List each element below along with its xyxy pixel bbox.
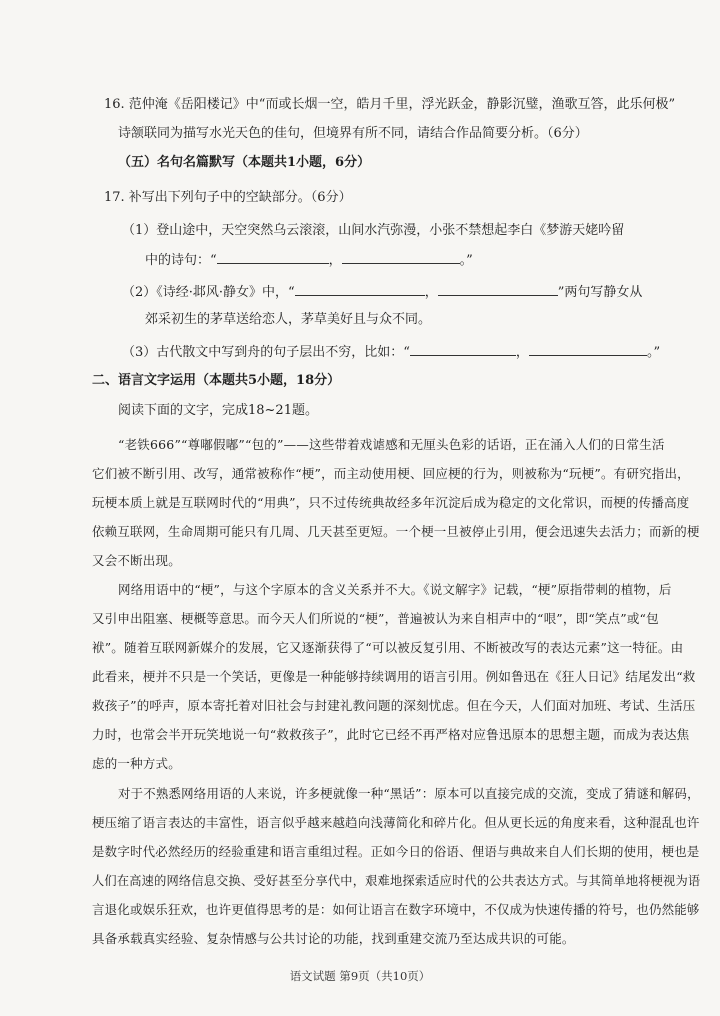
answer-blank[interactable] bbox=[217, 251, 329, 264]
q17-item1-prefix: 中的诗句：“ bbox=[145, 253, 217, 268]
q17-item2-line1 bbox=[122, 283, 642, 302]
section2-heading: 二、语言文字运用（本题共5小题，18分） bbox=[92, 373, 341, 388]
passage-line: 袱”。随着互联网新媒介的发展，它又逐渐获得了“可以被反复引用、不断被改写的表达元素”这一特征。由 bbox=[92, 640, 684, 655]
reading-instruction: 阅读下面的文字，完成18~21题。 bbox=[118, 403, 318, 418]
q17-item3-prefix: （3）古代散文中写到舟的句子层出不穷，比如：“ bbox=[122, 345, 410, 360]
passage-line: 虑的一种方式。 bbox=[92, 756, 181, 771]
q17-item2-mid: ， bbox=[424, 285, 438, 300]
passage-line: 它们被不断引用、改写，通常被称作“梗”，而主动使用梗、回应梗的行为，则被称为“玩梗”。有研究指出， bbox=[92, 466, 690, 481]
passage-line: 对于不熟悉网络用语的人来说，许多梗就像一种“黑话”：原本可以直接完成的交流，变成了猜谜和解码， bbox=[118, 786, 700, 801]
q17-item3-end: 。” bbox=[646, 345, 661, 360]
q17-item1-line1: （1）登山途中，天空突然乌云滚滚，山间水汽弥漫，小张不禁想起李白《梦游天姥吟留 bbox=[122, 223, 625, 238]
q17-item2-line2: 郊采初生的茅草送给恋人，茅草美好且与众不同。 bbox=[145, 312, 432, 327]
passage-line: 梗压缩了语言表达的丰富性，语言似乎越来越趋向浅薄简化和碎片化。但从更长远的角度来看，这种混乱也许 bbox=[92, 815, 700, 830]
q17-stem: 17. 补写出下列句子中的空缺部分。（6分） bbox=[104, 190, 352, 205]
passage-line: 人们在高速的网络信息交换、受好甚至分享代中，艰难地探索适应时代的公共表达方式。与其简单地将梗视为语 bbox=[92, 873, 701, 888]
passage-line: “老铁666”“尊嘟假嘟”“包的”——这些带着戏谑感和无厘头色彩的话语，正在涌入人们的日常生活 bbox=[118, 437, 665, 452]
q17-item1-mid: ， bbox=[328, 253, 342, 268]
passage-line: 网络用语中的“梗”，与这个字原本的含义关系并不大。《说文解字》记载，“梗”原指带刺的植物，后 bbox=[118, 582, 672, 597]
q17-item1-end: 。” bbox=[459, 253, 473, 268]
q17-item3-mid: ， bbox=[515, 345, 529, 360]
passage-line: 又引申出阻塞、梗概等意思。而今天人们所说的“梗”，普遍被认为来自相声中的“哏”，即“笑点”或“包 bbox=[92, 611, 659, 626]
passage-line: 是数字时代必然经历的经验重建和语言重组过程。正如今日的俗语、俚语与典故来自人们长期的使用，梗也是 bbox=[92, 844, 700, 859]
q17-item1-line2 bbox=[145, 251, 473, 270]
passage-line: 具备承载真实经验、复杂情感与公共讨论的功能，找到重建交流乃至达成共识的可能。 bbox=[92, 931, 575, 946]
passage-line: 言退化或娱乐狂欢，也许更值得思考的是：如何让语言在数字环境中，不仅成为快速传播的符号，也仍然能够 bbox=[92, 902, 700, 917]
answer-blank[interactable] bbox=[342, 251, 460, 264]
answer-blank[interactable] bbox=[438, 283, 558, 296]
section5-heading: （五）名句名篇默写（本题共1小题，6分） bbox=[118, 155, 371, 170]
passage-line: 此看来，梗并不只是一个笑话，更像是一种能够持续调用的语言引用。例如鲁迅在《狂人日记》结尾发出“救 bbox=[92, 669, 696, 684]
answer-blank[interactable] bbox=[529, 343, 647, 356]
q16-line-2: 诗颔联同为描写水光天色的佳句，但境界有所不同，请结合作品简要分析。（6分） bbox=[118, 126, 588, 141]
q17-item2-prefix: （2）《诗经·邶风·静女》中，“ bbox=[122, 285, 295, 300]
passage-line: 救孩子”的呼声，原本寄托着对旧社会与封建礼教问题的深刻忧虑。但在今天，人们面对加班、考试、生活压 bbox=[92, 698, 696, 713]
answer-blank[interactable] bbox=[295, 283, 425, 296]
passage-line: 又会不断出现。 bbox=[92, 553, 181, 568]
passage-line: 玩梗本质上就是互联网时代的“用典”，只不过传统典故经多年沉淀后成为稳定的文化常识，而梗的传播高度 bbox=[92, 495, 690, 510]
passage-line: 力时，也常会半开玩笑地说一句“救救孩子”，此时它已经不再严格对应鲁迅原本的思想主题，而成为表达焦 bbox=[92, 727, 690, 742]
page-footer: 语文试题 第9页（共10页） bbox=[289, 969, 431, 983]
q17-item2-end: ”两句写静女从 bbox=[557, 285, 643, 300]
passage-line: 依赖互联网，生命周期可能只有几周、几天甚至更短。一个梗一旦被停止引用，便会迅速失去活力；而新的梗 bbox=[92, 524, 700, 539]
q17-item3 bbox=[122, 343, 660, 362]
answer-blank[interactable] bbox=[410, 343, 516, 356]
q16-line-1: 16. 范仲淹《岳阳楼记》中“而或长烟一空，皓月千里，浮光跃金，静影沉璧，渔歌互答，此乐何极” bbox=[104, 97, 676, 112]
